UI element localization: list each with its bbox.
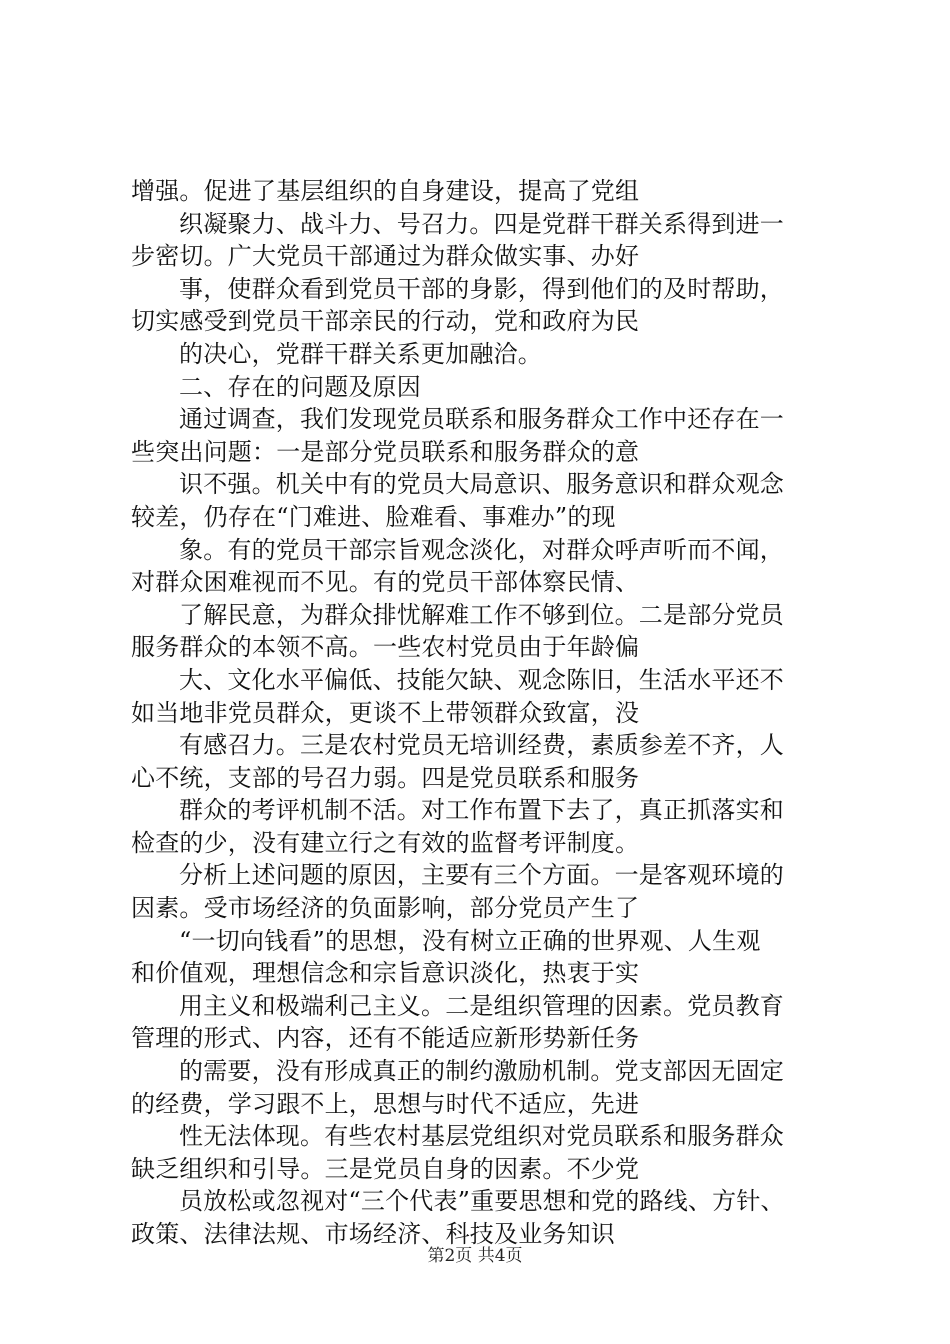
- text-line: 象。有的党员干部宗旨观念淡化，对群众呼声听而不闻，: [179, 535, 784, 564]
- text-line: 管理的形式、内容，还有不能适应新形势新任务: [131, 1024, 640, 1053]
- text-line: 步密切。广大党员干部通过为群众做实事、办好: [131, 242, 640, 271]
- text-line: 性无法体现。有些农村基层党组织对党员联系和服务群众: [179, 1122, 784, 1151]
- text-line: 通过调查，我们发现党员联系和服务群众工作中还存在一: [179, 405, 784, 434]
- document-body: [131, 175, 841, 1251]
- text-line: 和价值观，理想信念和宗旨意识淡化，热衷于实: [131, 959, 640, 988]
- text-line: 识不强。机关中有的党员大局意识、服务意识和群众观念: [179, 470, 784, 499]
- text-line: “一切向钱看”的思想，没有树立正确的世界观、人生观: [179, 926, 761, 955]
- text-line: 事，使群众看到党员干部的身影，得到他们的及时帮助，: [179, 274, 784, 303]
- text-line: 切实感受到党员干部亲民的行动，党和政府为民: [131, 307, 640, 336]
- text-line: 服务群众的本领不高。一些农村党员由于年龄偏: [131, 633, 640, 662]
- text-line: 较差，仍存在“门难进、脸难看、事难办”的现: [131, 502, 616, 531]
- text-line: 政策、法律法规、市场经济、科技及业务知识: [131, 1220, 615, 1248]
- text-line: 了解民意，为群众排忧解难工作不够到位。二是部分党员: [179, 600, 784, 629]
- text-line: 检查的少，没有建立行之有效的监督考评制度。: [131, 828, 640, 857]
- text-line: 分析上述问题的原因，主要有三个方面。一是客观环境的: [179, 861, 784, 890]
- text-line: 如当地非党员群众，更谈不上带领群众致富，没: [131, 698, 640, 727]
- text-line: 对群众困难视而不见。有的党员干部体察民情、: [131, 568, 640, 597]
- text-line: 员放松或忽视对“三个代表”重要思想和党的路线、方针、: [179, 1187, 785, 1216]
- text-line: 的决心，党群干群关系更加融洽。: [179, 339, 542, 368]
- text-line: 大、文化水平偏低、技能欠缺、观念陈旧，生活水平还不: [179, 665, 784, 694]
- text-line: 缺乏组织和引导。三是党员自身的因素。不少党: [131, 1154, 640, 1183]
- text-line: 心不统，支部的号召力弱。四是党员联系和服务: [131, 763, 640, 792]
- text-line: 群众的考评机制不活。对工作布置下去了，真正抓落实和: [179, 796, 784, 825]
- text-line: 些突出问题：一是部分党员联系和服务群众的意: [131, 437, 640, 466]
- page-number-footer: 第2页 共4页: [427, 1246, 523, 1266]
- text-line: 织凝聚力、战斗力、号召力。四是党群干群关系得到进一: [179, 209, 784, 238]
- text-line: 的经费，学习跟不上，思想与时代不适应，先进: [131, 1089, 640, 1118]
- text-line: 用主义和极端利己主义。二是组织管理的因素。党员教育: [179, 991, 784, 1020]
- text-line: 二、存在的问题及原因: [179, 372, 421, 401]
- text-line: 有感召力。三是农村党员无培训经费，素质参差不齐，人: [179, 731, 784, 760]
- text-line: 增强。促进了基层组织的自身建设，提高了党组: [131, 177, 640, 205]
- text-line: 的需要，没有形成真正的制约激励机制。党支部因无固定: [179, 1057, 784, 1086]
- text-line: 因素。受市场经济的负面影响，部分党员产生了: [131, 894, 640, 923]
